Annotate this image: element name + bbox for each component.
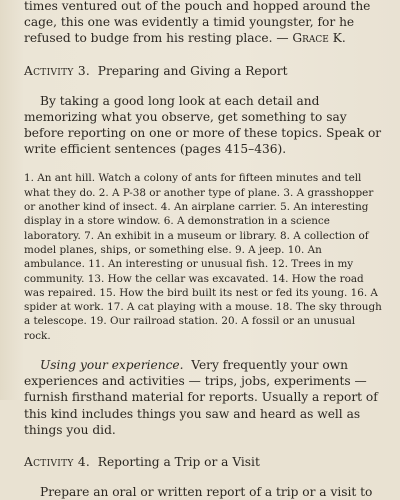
story-text: times ventured out of the pouch and hopped around the cage, this one was evidently a timid youngster, for he refused to budge from his resting place. — [24, 0, 371, 46]
topic-item: 12. Trees in my community. [24, 258, 354, 285]
activity-4-heading [24, 454, 384, 470]
topic-item: 4. An airplane carrier. [160, 201, 277, 214]
topic-item: 19. Our railroad station. [90, 315, 219, 328]
experience-paragraph [24, 357, 384, 438]
activity-4-title: Reporting a Trip or a Visit [97, 455, 260, 469]
story-paragraph [24, 0, 384, 47]
story-signature: Grace K. [292, 31, 346, 46]
topic-item: 20. A fossil or an unusual rock. [24, 315, 356, 342]
topic-item: 7. An exhibit in a museum or library. [84, 229, 277, 242]
topic-item: 16. A spider at work. [24, 286, 378, 314]
topic-item: 17. A cat playing with a mouse. [107, 301, 273, 314]
activity-3-heading [24, 63, 384, 79]
topic-item: 10. An ambulance. [24, 243, 322, 271]
topic-item: 8. A collection of model planes, ships, or something else. [24, 229, 369, 256]
topic-item: 1. An ant hill. Watch a colony of ants for fifteen minutes and tell what they do. [24, 172, 362, 199]
experience-text: Very frequently your own experiences and activities — trips, jobs, experiments — furnish firsthand material for reports. Usually a report of this kind includes things you saw and heard as well as things you did. [24, 357, 378, 437]
topic-item: 2. A P-38 or another type of plane. [98, 186, 281, 199]
activity-3-label: Activity 3. [24, 63, 91, 78]
topic-item: 6. A demonstration in a science laboratory. [24, 215, 330, 242]
activity-4-label: Activity 4. [24, 455, 91, 469]
topic-item: 5. An interesting display in a store window. [24, 201, 369, 228]
topic-item: 14. How the road was repaired. [24, 272, 364, 299]
activity-4-intro: Prepare an oral or written report of a trip or a visit to [40, 485, 373, 499]
text-column [24, 0, 384, 500]
activity-3-intro: By taking a good long look at each detail and memorizing what you observe, get something to say before reporting on one or more of these topics. Speak or write efficient sentences (pages 415–436). [24, 93, 382, 157]
topic-item: 9. A jeep. [234, 243, 285, 256]
topic-item: 11. An interesting or unusual fish. [88, 258, 269, 271]
activity-3-title: Preparing and Giving a Report [97, 63, 288, 78]
topic-list [24, 171, 384, 343]
topic-item: 3. A grasshopper or another kind of insect. [24, 186, 374, 214]
experience-lead: Using your experience. [40, 357, 184, 372]
topic-item: 15. How the bird built its nest or fed its young. [99, 286, 348, 299]
topic-item: 18. The sky through a telescope. [24, 301, 382, 328]
topic-item: 13. How the cellar was excavated. [87, 272, 269, 285]
